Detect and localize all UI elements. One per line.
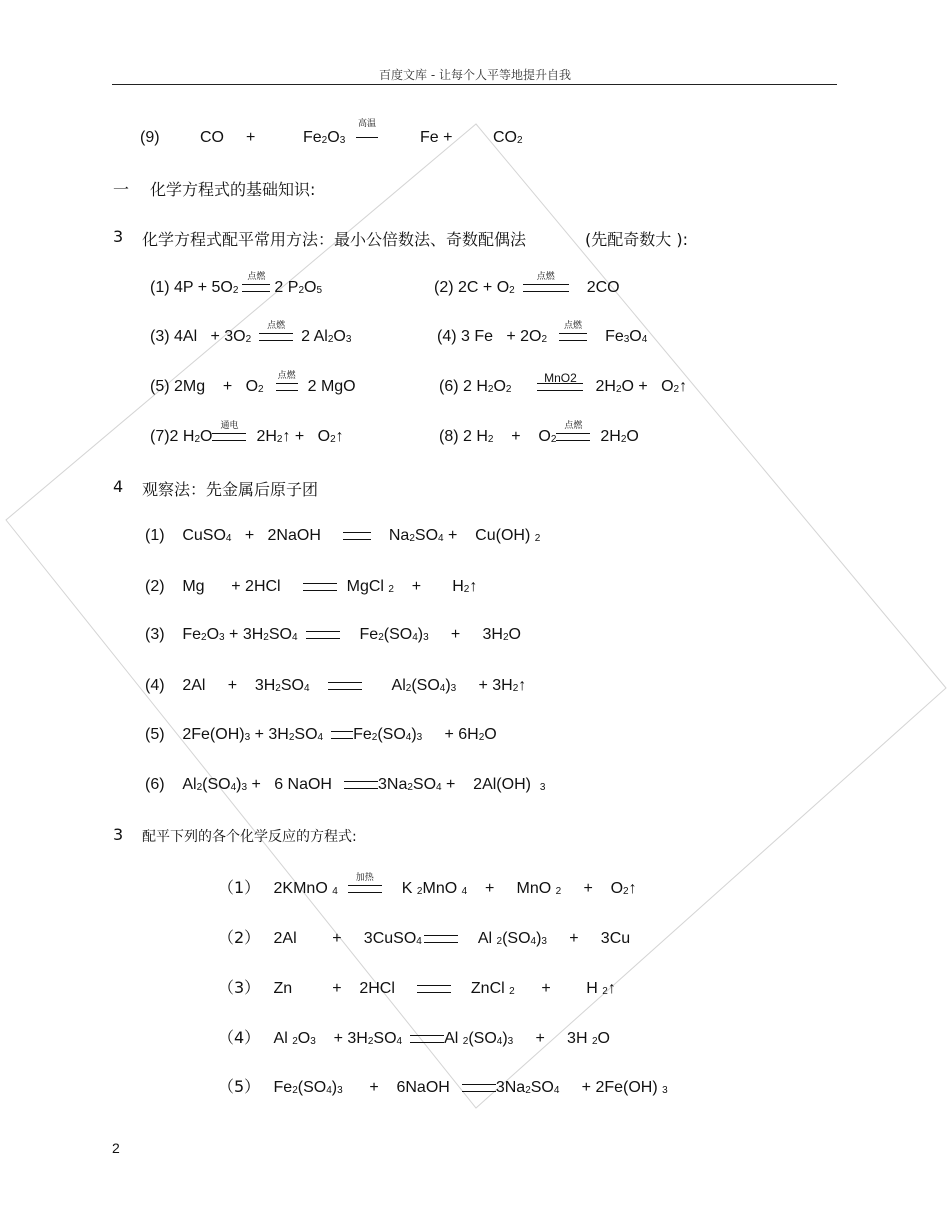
page-header: 百度文库 - 让每个人平等地提升自我 (379, 68, 571, 82)
reaction-sign (352, 119, 382, 147)
observation-equation-3: (3) $Fe_2O_3 + 3H_2SO_4$ $Fe_2(SO_4)_3$ + $3H_2O$ (145, 626, 521, 643)
reactant: $Fe_2O_3$ (303, 129, 346, 146)
practice-equation-3: （3） Zn + 2HCl ZnCl $_2$ + H $_2$↑ (218, 978, 616, 997)
condition-high-temp: 高温 (357, 119, 377, 130)
practice-equation-1: （1） 2KMnO $_4$ 加热 K $_2$MnO $_4$ + MnO $_2$ + $O_2↑$ (218, 872, 637, 897)
section-number: 一 (113, 180, 130, 199)
equation-3: (3) 4Al + $3O_2$ 点燃 2 $Al_2O_3$ (150, 320, 352, 345)
section-note: (先配奇数大 ): (585, 230, 688, 249)
practice-equation-4: （4） Al $_2O_3$ + $3H_2SO_4$ Al $_2(SO_4)_3$ + 3H $_2$O (218, 1028, 610, 1047)
observation-equation-6: (6) $Al_2(SO_4)_3$ + 6 NaOH $3Na_2SO_4$ + 2Al(OH) $_3$ (145, 776, 546, 793)
equation-6: (6) 2 $H_2O_2$ MnO2 $2H_2O$ + $O_2↑$ (439, 370, 688, 395)
section-number: 4 (113, 477, 124, 496)
product: Fe + (420, 129, 453, 146)
practice-equation-2: （2） 2Al + 3CuSO$_4$ Al $_2(SO_4)_3$ + 3Cu (218, 928, 631, 947)
observation-equation-5: (5) $2Fe(OH)_3 + 3H_2SO_4$ $Fe_2(SO_4)_3$ + $6H_2O$ (145, 726, 497, 743)
observation-equation-4: (4) 2Al + $3H_2SO_4$ $Al_2(SO_4)_3$ + $3H_2↑$ (145, 677, 527, 694)
section-number: 3 (113, 227, 124, 246)
observation-equation-2: (2) Mg + 2HCl MgCl $_2$ + $H_2↑$ (145, 578, 478, 595)
equation-7: (7)2 $H_2O$ 通电 $2H_2↑$ + $O_2↑$ (150, 420, 344, 445)
equation-1: (1) $4P + 5O_2$ 点燃 2 $P_2O_5$ (150, 271, 323, 296)
equation-2: (2) $2C + O_2$ 点燃 2CO (434, 271, 620, 296)
equation-8: (8) 2 $H_2$ + $O_2$ 点燃 $2H_2O$ (439, 420, 639, 445)
equation-5: (5) 2Mg + $O_2$ 点燃 2 MgO (150, 370, 356, 395)
header-rule (112, 84, 837, 85)
equation-4: (4) 3 Fe + $2O_2$ 点燃 $Fe_3O_4$ (437, 320, 648, 345)
product: $CO_2$ (493, 129, 523, 146)
section-title: 观察法：先金属后原子团 (142, 480, 319, 499)
reactant: CO (200, 129, 224, 146)
section-title: 化学方程式的基础知识: (150, 180, 316, 199)
section-title: 化学方程式配平常用方法：最小公倍数法、奇数配偶法 (142, 230, 527, 249)
practice-equation-5: （5） $Fe_2(SO_4)_3$ + 6NaOH $3Na_2SO_4$ + 2Fe(OH) $_3$ (218, 1077, 668, 1096)
section-number: 3 (113, 825, 124, 844)
section-title: 配平下列的各个化学反应的方程式: (142, 829, 357, 845)
item-number: (9) (140, 129, 160, 146)
observation-equation-1: (1) CuSO$_4$ + 2NaOH $Na_2SO_4$ + Cu(OH) $_2$ (145, 527, 541, 544)
page-number: 2 (112, 1140, 120, 1156)
plus: + (246, 129, 256, 146)
